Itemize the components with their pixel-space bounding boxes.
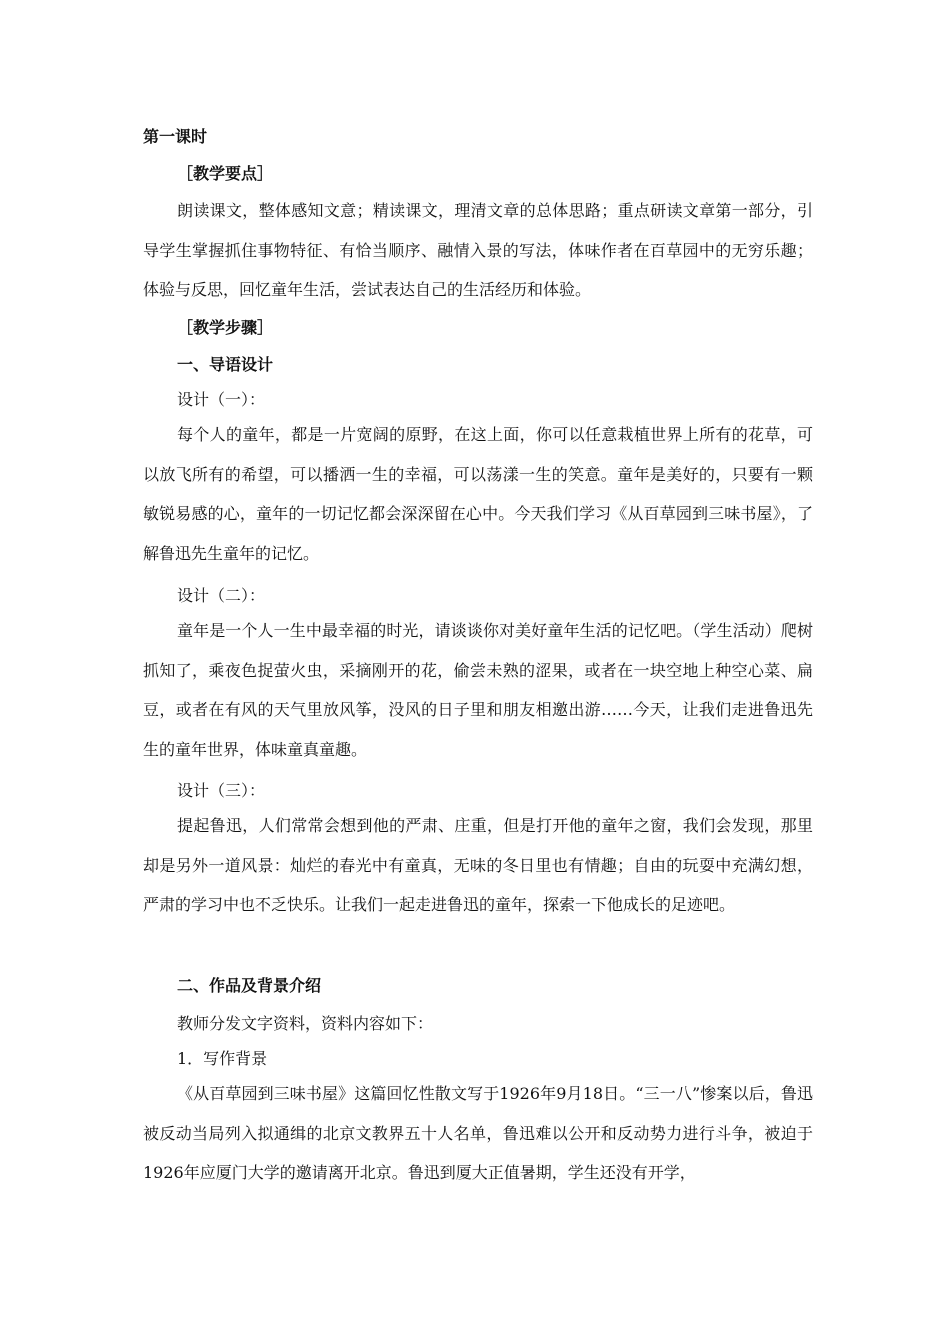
steps-label: ［教学步骤］ (177, 318, 274, 337)
design-2-text: 童年是一个人一生中最幸福的时光，请谈谈你对美好童年生活的记忆吧。（学生活动）爬树抓知了，乘夜色捉萤火虫，采摘刚开的花，偷尝未熟的涩果，或者在一块空地上种空心菜、扁豆，或者在有风的天气里放风筝，没风的日子里和朋友相邀出游……今天，让我们走进鲁迅先生的童年世界，体味童真童趣。 (143, 621, 813, 759)
item-1-label: 1．写作背景 (177, 1049, 268, 1068)
handout-text: 教师分发文字资料，资料内容如下： (177, 1014, 434, 1033)
key-points-text: 朗读课文，整体感知文意；精读课文，理清文章的总体思路；重点研读文章第一部分，引导学生掌握抓住事物特征、有恰当顺序、融情入景的写法，体味作者在百草园中的无穷乐趣；体验与反思，回忆童年生活，尝试表达自己的生活经历和体验。 (143, 201, 813, 299)
design-3-label: 设计（三）： (177, 781, 266, 800)
item-1-text: 《从百草园到三味书屋》这篇回忆性散文写于1926年9月18日。“三一八”惨案以后，鲁迅被反动当局列入拟通缉的北京文教界五十人名单，鲁迅难以公开和反动势力进行斗争，被迫于1926年应厦门大学的邀请离开北京。鲁迅到厦大正值暑期，学生还没有开学， (143, 1084, 813, 1182)
section-2-title: 二、作品及背景介绍 (177, 976, 322, 995)
design-3-paragraph (143, 806, 813, 925)
design-1-text: 每个人的童年，都是一片宽阔的原野，在这上面，你可以任意栽植世界上所有的花草，可以放飞所有的希望，可以播洒一生的幸福，可以荡漾一生的笑意。童年是美好的，只要有一颗敏锐易感的心，童年的一切记忆都会深深留在心中。今天我们学习《从百草园到三味书屋》，了解鲁迅先生童年的记忆。 (143, 425, 813, 563)
design-3-text: 提起鲁迅，人们常常会想到他的严肃、庄重，但是打开他的童年之窗，我们会发现，那里却是另外一道风景：灿烂的春光中有童真，无味的冬日里也有情趣；自由的玩耍中充满幻想，严肃的学习中也不乏快乐。让我们一起走进鲁迅的童年，探索一下他成长的足迹吧。 (143, 816, 813, 914)
section-1-title: 一、导语设计 (177, 355, 274, 374)
key-points-label: ［教学要点］ (177, 164, 274, 183)
key-points-paragraph (143, 191, 813, 310)
item-1-paragraph (143, 1074, 813, 1193)
design-1-label: 设计（一）： (177, 390, 266, 409)
lesson-heading: 第一课时 (143, 127, 208, 146)
design-1-paragraph (143, 415, 813, 573)
design-2-label: 设计（二）： (177, 586, 266, 605)
design-2-paragraph (143, 611, 813, 769)
